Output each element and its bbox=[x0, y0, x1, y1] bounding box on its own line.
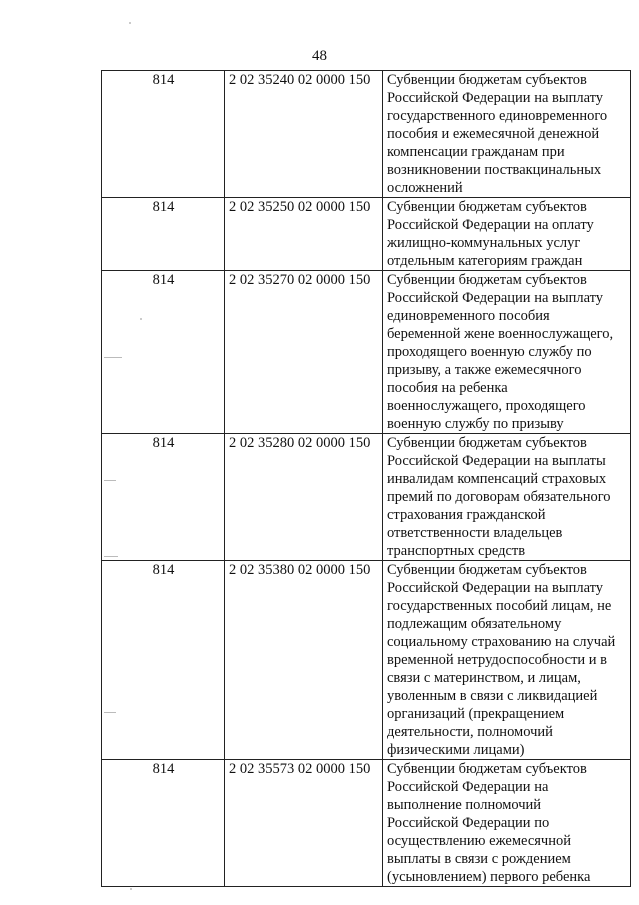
description-line: премий по договорам обязательного bbox=[387, 489, 611, 505]
description-line: Российской Федерации на выплату bbox=[387, 580, 604, 596]
admin-code-cell: 814 bbox=[102, 271, 225, 434]
description-line: временной нетрудоспособности и в bbox=[387, 652, 608, 668]
budget-code-cell: 2 02 35573 02 0000 150 bbox=[225, 760, 383, 887]
table-row bbox=[102, 198, 631, 271]
scan-artifact bbox=[140, 318, 142, 320]
description-line: осуществлению ежемесячной bbox=[387, 833, 571, 849]
description-line: государственных пособий лицам, не bbox=[387, 598, 612, 614]
description-cell bbox=[383, 198, 631, 271]
table-body bbox=[102, 71, 631, 887]
description-line: Российской Федерации на выплату bbox=[387, 90, 604, 106]
description-line: Субвенции бюджетам субъектов bbox=[387, 761, 587, 777]
description-line: Субвенции бюджетам субъектов bbox=[387, 272, 587, 288]
scan-artifact bbox=[104, 357, 122, 358]
description-line: Российской Федерации по bbox=[387, 815, 550, 831]
description-line: Субвенции бюджетам субъектов bbox=[387, 562, 587, 578]
table-row bbox=[102, 271, 631, 434]
description-line: физическими лицами) bbox=[387, 742, 525, 758]
description-line: пособия и ежемесячной денежной bbox=[387, 126, 600, 142]
admin-code-cell: 814 bbox=[102, 434, 225, 561]
budget-code-cell: 2 02 35250 02 0000 150 bbox=[225, 198, 383, 271]
scan-artifact bbox=[130, 888, 132, 890]
description-line: компенсации гражданам при bbox=[387, 144, 565, 160]
description-line: транспортных средств bbox=[387, 543, 526, 559]
description-line: Российской Федерации на выплату bbox=[387, 290, 604, 306]
description-line: Субвенции бюджетам субъектов bbox=[387, 199, 587, 215]
description-cell bbox=[383, 434, 631, 561]
description-line: Российской Федерации на оплату bbox=[387, 217, 594, 233]
table-row bbox=[102, 760, 631, 887]
table-row bbox=[102, 434, 631, 561]
admin-code-cell: 814 bbox=[102, 71, 225, 198]
description-line: подлежащим обязательному bbox=[387, 616, 562, 632]
description-line: связи с материнством, и лицам, bbox=[387, 670, 581, 686]
description-line: выполнение полномочий bbox=[387, 797, 542, 813]
description-cell bbox=[383, 71, 631, 198]
description-line: возникновении поствакцинальных bbox=[387, 162, 602, 178]
description-line: призыву, а также ежемесячного bbox=[387, 362, 582, 378]
scan-artifact bbox=[104, 556, 118, 557]
description-line: Субвенции бюджетам субъектов bbox=[387, 72, 587, 88]
description-cell bbox=[383, 760, 631, 887]
description-line: единовременного пособия bbox=[387, 308, 550, 324]
description-line: военную службу по призыву bbox=[387, 416, 564, 432]
page-number: 48 bbox=[312, 48, 327, 64]
description-line: пособия на ребенка bbox=[387, 380, 508, 396]
description-line: Российской Федерации на bbox=[387, 779, 549, 795]
income-codes-table bbox=[101, 70, 631, 887]
budget-code-cell: 2 02 35380 02 0000 150 bbox=[225, 561, 383, 760]
description-line: ответственности владельцев bbox=[387, 525, 563, 541]
description-line: выплаты в связи с рождением bbox=[387, 851, 571, 867]
description-line: инвалидам компенсаций страховых bbox=[387, 471, 607, 487]
scan-artifact bbox=[104, 480, 116, 481]
budget-code-cell: 2 02 35280 02 0000 150 bbox=[225, 434, 383, 561]
description-line: организаций (прекращением bbox=[387, 706, 565, 722]
description-line: осложнений bbox=[387, 180, 463, 196]
admin-code-cell: 814 bbox=[102, 198, 225, 271]
description-line: жилищно-коммунальных услуг bbox=[387, 235, 581, 251]
admin-code-cell: 814 bbox=[102, 561, 225, 760]
description-cell bbox=[383, 271, 631, 434]
budget-code-cell: 2 02 35240 02 0000 150 bbox=[225, 71, 383, 198]
description-cell bbox=[383, 561, 631, 760]
description-line: проходящего военную службу по bbox=[387, 344, 592, 360]
description-line: уволенным в связи с ликвидацией bbox=[387, 688, 598, 704]
description-line: беременной жене военнослужащего, bbox=[387, 326, 614, 342]
budget-code-cell: 2 02 35270 02 0000 150 bbox=[225, 271, 383, 434]
scan-artifact bbox=[104, 712, 116, 713]
description-line: социальному страхованию на случай bbox=[387, 634, 616, 650]
description-line: военнослужащего, проходящего bbox=[387, 398, 586, 414]
description-line: (усыновлением) первого ребенка bbox=[387, 869, 591, 885]
description-line: Российской Федерации на выплаты bbox=[387, 453, 606, 469]
table-row bbox=[102, 71, 631, 198]
scan-artifact bbox=[129, 22, 131, 24]
table-row bbox=[102, 561, 631, 760]
description-line: отдельным категориям граждан bbox=[387, 253, 583, 269]
description-line: Субвенции бюджетам субъектов bbox=[387, 435, 587, 451]
admin-code-cell: 814 bbox=[102, 760, 225, 887]
description-line: страхования гражданской bbox=[387, 507, 546, 523]
description-line: деятельности, полномочий bbox=[387, 724, 553, 740]
description-line: государственного единовременного bbox=[387, 108, 608, 124]
